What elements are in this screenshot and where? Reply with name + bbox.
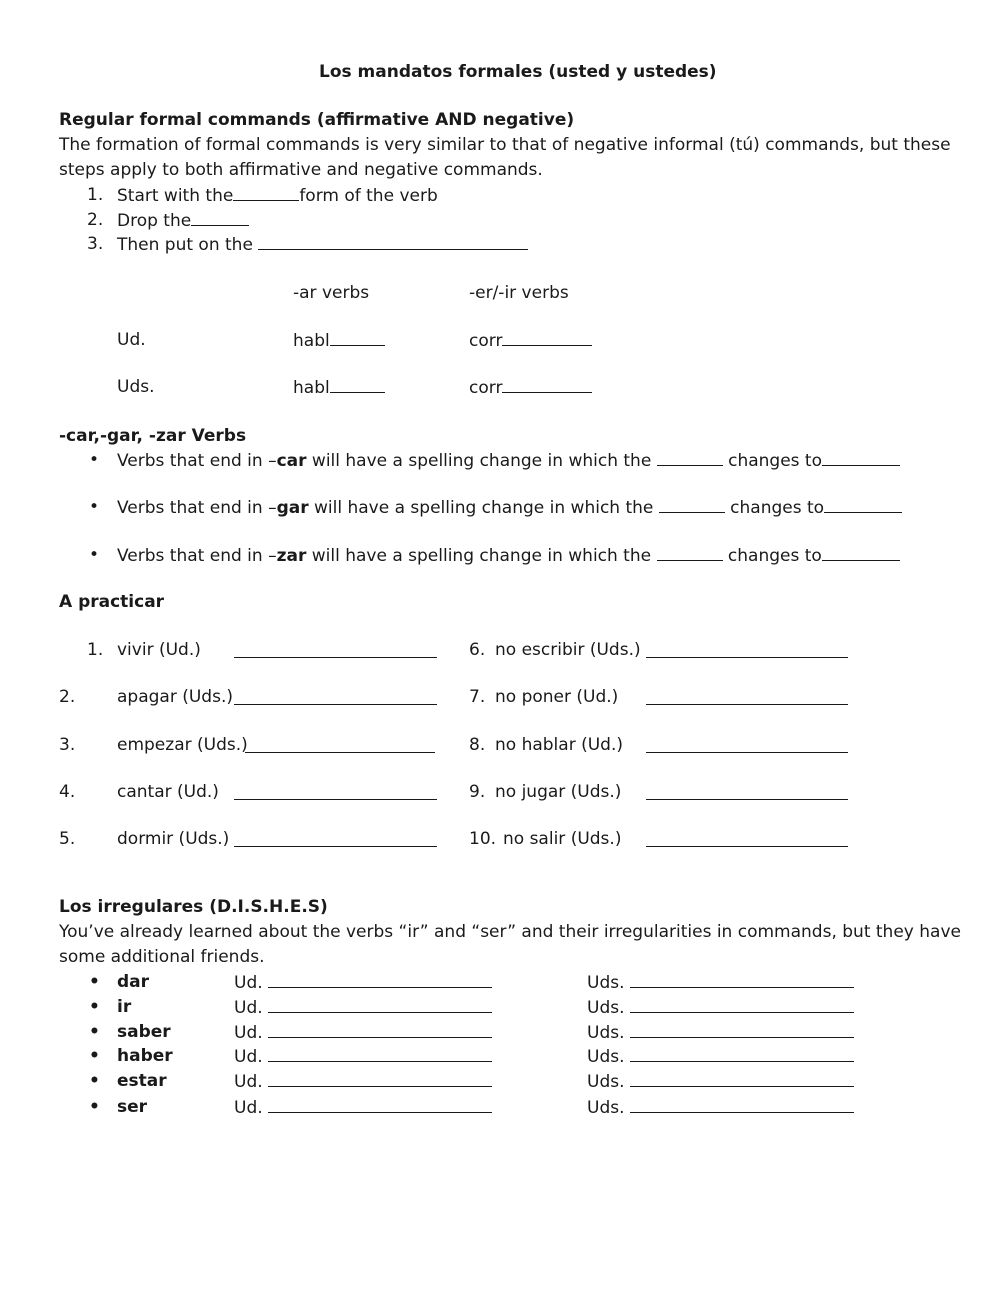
ud-entry bbox=[234, 997, 492, 1018]
item-text: Verbs that end in – bbox=[117, 451, 277, 471]
answer-blank[interactable] bbox=[646, 784, 848, 800]
answer-blank[interactable] bbox=[268, 1022, 492, 1038]
col-ar-header: -ar verbs bbox=[293, 283, 370, 303]
practice-num: 4. bbox=[59, 782, 76, 802]
practice-num: 1. bbox=[87, 640, 104, 660]
step-number: 1. bbox=[87, 185, 104, 205]
practice-num: 5. bbox=[59, 829, 76, 849]
irregular-heading: Los irregulares (D.I.S.H.E.S) bbox=[59, 897, 328, 917]
item-text: changes to bbox=[722, 451, 822, 471]
uds-label: Uds. bbox=[587, 1098, 625, 1118]
irregular-intro-line1: You’ve already learned about the verbs “ir” and “ser” and their irregularities in commands, but they have bbox=[59, 922, 961, 942]
item-text: will have a spelling change in which the bbox=[306, 546, 657, 566]
step-number: 3. bbox=[87, 234, 104, 254]
answer-blank[interactable] bbox=[245, 737, 435, 753]
practice-num: 8. bbox=[469, 735, 486, 755]
answer-blank[interactable] bbox=[502, 377, 592, 393]
answer-blank[interactable] bbox=[191, 210, 249, 226]
ud-label: Ud. bbox=[234, 973, 263, 993]
stem: corr bbox=[469, 331, 503, 351]
row-label-ud: Ud. bbox=[117, 330, 146, 350]
spelling-item-zar bbox=[117, 545, 900, 566]
step-1 bbox=[117, 185, 438, 206]
step-text: Drop the bbox=[117, 211, 192, 231]
practice-verb: no salir (Uds.) bbox=[503, 829, 622, 849]
irregular-verb: • haber bbox=[117, 1046, 173, 1066]
answer-blank[interactable] bbox=[630, 1046, 854, 1062]
answer-blank[interactable] bbox=[234, 642, 437, 658]
answer-blank[interactable] bbox=[502, 330, 592, 346]
ending: zar bbox=[276, 546, 307, 566]
irregular-verb: • estar bbox=[117, 1071, 167, 1091]
answer-blank[interactable] bbox=[630, 1071, 854, 1087]
uds-entry bbox=[587, 972, 854, 993]
ud-label: Ud. bbox=[234, 1047, 263, 1067]
spelling-heading: -car,-gar, -zar Verbs bbox=[59, 426, 247, 446]
uds-entry bbox=[587, 1097, 854, 1118]
practice-verb: empezar (Uds.) bbox=[117, 735, 248, 755]
item-text: changes to bbox=[722, 546, 822, 566]
irregular-verb: • ir bbox=[117, 997, 131, 1017]
answer-blank[interactable] bbox=[268, 1071, 492, 1087]
uds-entry bbox=[587, 1022, 854, 1043]
stem: habl bbox=[293, 331, 330, 351]
item-text: changes to bbox=[724, 498, 825, 518]
step-text: Start with the bbox=[117, 186, 234, 206]
col-erir-header: -er/-ir verbs bbox=[469, 283, 569, 303]
step-number: 2. bbox=[87, 210, 104, 230]
item-text: will have a spelling change in which the bbox=[306, 451, 657, 471]
ud-entry bbox=[234, 1046, 492, 1067]
ud-entry bbox=[234, 972, 492, 993]
answer-blank[interactable] bbox=[268, 972, 492, 988]
answer-blank[interactable] bbox=[657, 545, 723, 561]
practice-num: 10. bbox=[469, 829, 497, 849]
step-2 bbox=[117, 210, 249, 231]
stem: corr bbox=[469, 378, 503, 398]
practice-verb: no poner (Ud.) bbox=[495, 687, 619, 707]
irregular-verb: • ser bbox=[117, 1097, 147, 1117]
ar-stem-ud bbox=[293, 330, 385, 351]
regular-intro-line2: steps apply to both affirmative and negative commands. bbox=[59, 160, 543, 180]
answer-blank[interactable] bbox=[824, 497, 902, 513]
answer-blank[interactable] bbox=[268, 1097, 492, 1113]
ending: car bbox=[276, 451, 307, 471]
answer-blank[interactable] bbox=[630, 1022, 854, 1038]
irregular-intro-line2: some additional friends. bbox=[59, 947, 265, 967]
ud-label: Ud. bbox=[234, 1023, 263, 1043]
answer-blank[interactable] bbox=[646, 689, 848, 705]
practice-verb: no escribir (Uds.) bbox=[495, 640, 641, 660]
ud-label: Ud. bbox=[234, 998, 263, 1018]
answer-blank[interactable] bbox=[630, 997, 854, 1013]
answer-blank[interactable] bbox=[330, 330, 385, 346]
ud-entry bbox=[234, 1097, 492, 1118]
page-title: Los mandatos formales (usted y ustedes) bbox=[319, 62, 717, 82]
spelling-item-gar bbox=[117, 497, 902, 518]
regular-heading: Regular formal commands (affirmative AND negative) bbox=[59, 110, 575, 130]
practice-heading: A practicar bbox=[59, 592, 165, 612]
answer-blank[interactable] bbox=[234, 784, 437, 800]
answer-blank[interactable] bbox=[630, 1097, 854, 1113]
answer-blank[interactable] bbox=[233, 185, 299, 201]
practice-verb: dormir (Uds.) bbox=[117, 829, 230, 849]
ar-stem-uds bbox=[293, 377, 385, 398]
step-text: form of the verb bbox=[299, 186, 438, 206]
answer-blank[interactable] bbox=[822, 545, 900, 561]
answer-blank[interactable] bbox=[234, 831, 437, 847]
practice-num: 6. bbox=[469, 640, 486, 660]
uds-entry bbox=[587, 1046, 854, 1067]
answer-blank[interactable] bbox=[630, 972, 854, 988]
answer-blank[interactable] bbox=[822, 450, 900, 466]
erir-stem-uds bbox=[469, 377, 592, 398]
practice-verb: no hablar (Ud.) bbox=[495, 735, 623, 755]
uds-label: Uds. bbox=[587, 1072, 625, 1092]
uds-label: Uds. bbox=[587, 998, 625, 1018]
answer-blank[interactable] bbox=[657, 450, 723, 466]
erir-stem-ud bbox=[469, 330, 592, 351]
item-text: Verbs that end in – bbox=[117, 498, 277, 518]
practice-num: 9. bbox=[469, 782, 486, 802]
ud-label: Ud. bbox=[234, 1098, 263, 1118]
item-text: Verbs that end in – bbox=[117, 546, 277, 566]
answer-blank[interactable] bbox=[646, 831, 848, 847]
practice-verb: no jugar (Uds.) bbox=[495, 782, 622, 802]
answer-blank[interactable] bbox=[659, 497, 725, 513]
ud-label: Ud. bbox=[234, 1072, 263, 1092]
uds-entry bbox=[587, 1071, 854, 1092]
irregular-verb: • dar bbox=[117, 972, 149, 992]
uds-entry bbox=[587, 997, 854, 1018]
practice-verb: vivir (Ud.) bbox=[117, 640, 201, 660]
uds-label: Uds. bbox=[587, 1023, 625, 1043]
ud-entry bbox=[234, 1022, 492, 1043]
ud-entry bbox=[234, 1071, 492, 1092]
answer-blank[interactable] bbox=[258, 234, 528, 250]
ending: gar bbox=[276, 498, 309, 518]
uds-label: Uds. bbox=[587, 973, 625, 993]
answer-blank[interactable] bbox=[330, 377, 385, 393]
practice-verb: cantar (Ud.) bbox=[117, 782, 219, 802]
step-3 bbox=[117, 234, 528, 255]
regular-intro-line1: The formation of formal commands is very similar to that of negative informal (tú) commands, but these bbox=[59, 135, 951, 155]
answer-blank[interactable] bbox=[234, 689, 437, 705]
answer-blank[interactable] bbox=[646, 737, 848, 753]
stem: habl bbox=[293, 378, 330, 398]
practice-num: 7. bbox=[469, 687, 486, 707]
practice-num: 2. bbox=[59, 687, 76, 707]
row-label-uds: Uds. bbox=[117, 377, 155, 397]
answer-blank[interactable] bbox=[268, 1046, 492, 1062]
practice-verb: apagar (Uds.) bbox=[117, 687, 233, 707]
uds-label: Uds. bbox=[587, 1047, 625, 1067]
irregular-verb: • saber bbox=[117, 1022, 171, 1042]
step-text: Then put on the bbox=[117, 235, 259, 255]
answer-blank[interactable] bbox=[646, 642, 848, 658]
practice-num: 3. bbox=[59, 735, 76, 755]
answer-blank[interactable] bbox=[268, 997, 492, 1013]
spelling-item-car bbox=[117, 450, 900, 471]
item-text: will have a spelling change in which the bbox=[308, 498, 659, 518]
